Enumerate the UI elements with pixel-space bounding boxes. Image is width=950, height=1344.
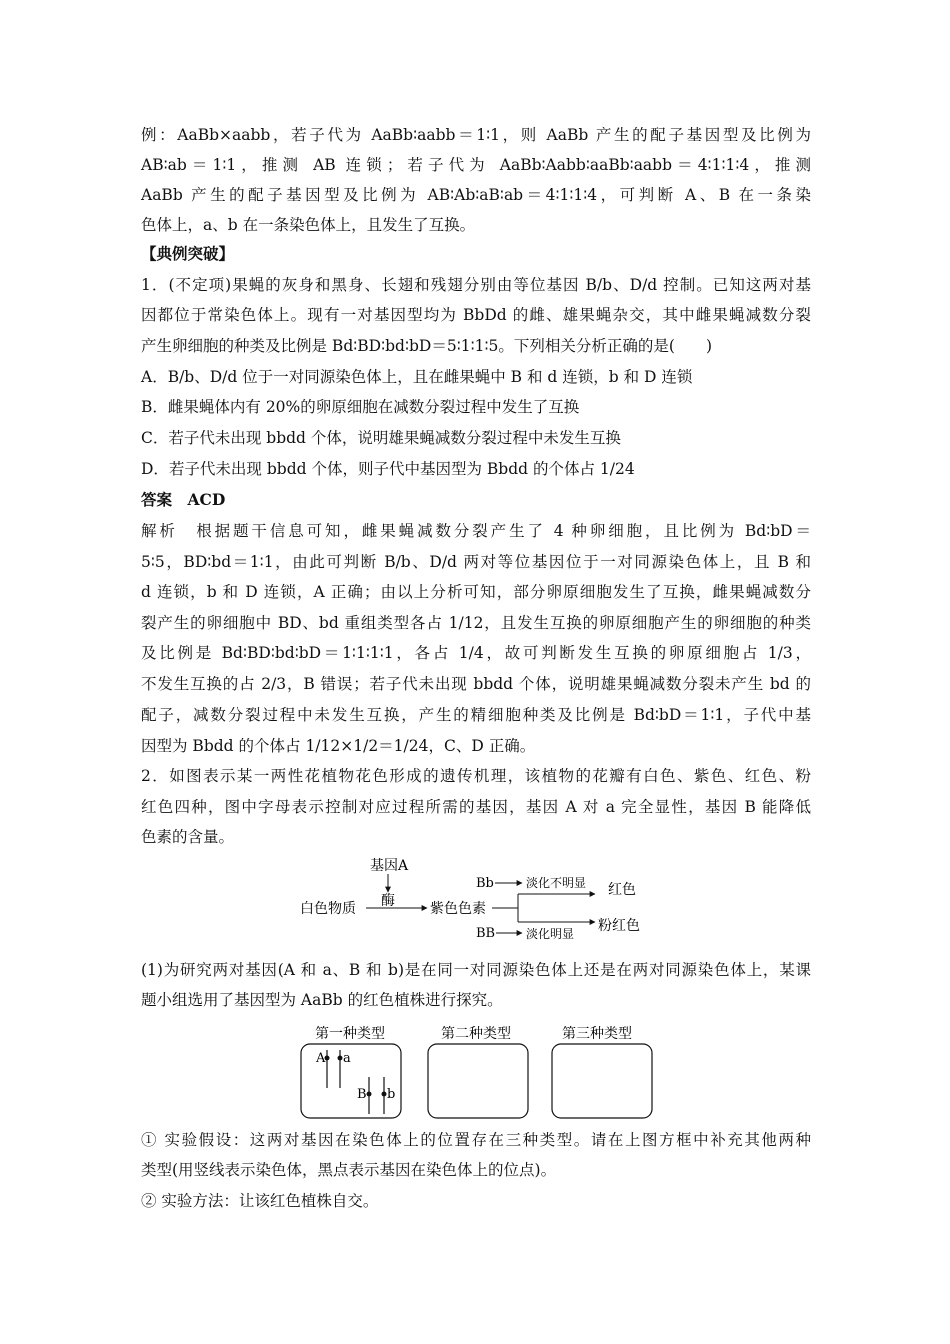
question-text: 产生卵细胞的种类及比例是 Bd∶BD∶bd∶bD＝5∶1∶1∶5。下列相关分析正确的是( ) [141, 337, 712, 355]
analysis-text: 因型为 Bbdd 的个体占 1/12×1/2＝1/24，C、D 正确。 [141, 737, 536, 755]
question-text: 题小组选用了基因型为 AaBb 的红色植株进行探究。 [141, 991, 503, 1009]
pink-label: 粉红色 [598, 918, 640, 934]
option-d: D．若子代未出现 bbdd 个体，则子代中基因型为 Bbdd 的个体占 1/24 [141, 460, 635, 478]
section-heading: 【典例突破】 [141, 244, 235, 263]
gene-locus-dot [367, 1092, 372, 1097]
enzyme-label: 酶 [381, 893, 395, 909]
gene-locus-dot [338, 1056, 343, 1061]
bb-hetero-label: Bb [476, 876, 494, 891]
analysis-text: 解析 根据题干信息可知，雌果蝇减数分裂产生了 4 种卵细胞，且比例为 Bd∶bD＝ [141, 522, 811, 540]
text-line: AaBb 产生的配子基因型及比例为 AB∶Ab∶aB∶ab＝4∶1∶1∶4，可判断 A、B 在一条染 [141, 186, 811, 204]
question-text: 红色四种，图中字母表示控制对应过程所需的基因，基因 A 对 a 完全显性，基因 B 能降低 [141, 798, 811, 816]
option-c: C．若子代未出现 bbdd 个体，说明雄果蝇减数分裂过程中未发生互换 [141, 429, 621, 447]
gene-B-label: B [357, 1087, 367, 1102]
text-line: AB∶ab＝1∶1，推测 AB 连锁；若子代为 AaBb∶Aabb∶aaBb∶aabb＝4∶1∶1∶4，推测 [141, 156, 811, 174]
weak-fade-label: 淡化不明显 [526, 876, 587, 890]
question-text: (1)为研究两对基因(A 和 a、B 和 b)是在同一对同源染色体上还是在两对同源染色体上，某课 [141, 961, 811, 979]
type-3-title: 第三种类型 [562, 1026, 632, 1042]
step-text: ① 实验假设：这两对基因在染色体上的位置存在三种类型。请在上图方框中补充其他两种 [141, 1131, 811, 1149]
question-text: 2．如图表示某一两性花植物花色形成的遗传机理，该植物的花瓣有白色、紫色、红色、粉 [141, 767, 811, 785]
chromosome-types-figure [296, 1022, 660, 1122]
text-line: 例：AaBb×aabb，若子代为 AaBb∶aabb＝1∶1，则 AaBb 产生的配子基因型及比例为 [141, 126, 811, 144]
type-2-box[interactable] [428, 1044, 528, 1118]
analysis-text: d 连锁，b 和 D 连锁，A 正确；由以上分析可知，部分卵原细胞发生了互换，雌果蝇减数分 [141, 583, 811, 601]
white-substance-label: 白色物质 [300, 901, 356, 917]
type-1-title: 第一种类型 [315, 1026, 385, 1042]
option-b: B．雌果蝇体内有 20%的卵原细胞在减数分裂过程中发生了互换 [141, 398, 580, 416]
option-a: A．B/b、D/d 位于一对同源染色体上，且在雌果蝇中 B 和 d 连锁，b 和 D 连锁 [141, 368, 693, 386]
gene-a-label: a [343, 1051, 351, 1066]
gene-a-label: 基因A [370, 858, 409, 874]
strong-fade-label: 淡化明显 [526, 927, 575, 941]
red-label: 红色 [608, 882, 636, 898]
gene-A-label: A [316, 1051, 326, 1066]
purple-pigment-label: 紫色色素 [430, 901, 486, 917]
analysis-text: 配子，减数分裂过程中未发生互换，产生的精细胞种类及比例是 Bd∶bD＝1∶1，子代中基 [141, 706, 811, 724]
type-3-box[interactable] [552, 1044, 652, 1118]
analysis-text: 不发生互换的占 2/3，B 错误；若子代未出现 bbdd 个体，说明雄果蝇减数分裂未产生 bd 的 [141, 675, 811, 693]
type-2-title: 第二种类型 [441, 1026, 511, 1042]
bb-homo-label: BB [476, 926, 496, 941]
analysis-text: 及比例是 Bd∶BD∶bd∶bD＝1∶1∶1∶1，各占 1/4，故可判断发生互换的卵原细胞占 1/3， [141, 644, 811, 662]
analysis-text: 裂产生的卵细胞中 BD、bd 重组类型各占 1/12，且发生互换的卵原细胞产生的卵细胞的种类 [141, 614, 811, 632]
question-text: 1．(不定项)果蝇的灰身和黑身、长翅和残翅分别由等位基因 B/b、D/d 控制。已知这两对基 [141, 276, 811, 294]
flower-color-pathway-diagram [290, 852, 660, 947]
gene-b-label: b [387, 1087, 396, 1102]
gene-locus-dot [382, 1092, 387, 1097]
analysis-text: 5∶5，BD∶bd＝1∶1，由此可判断 B/b、D/d 两对等位基因位于一对同源染色体上，且 B 和 [141, 553, 811, 571]
text-line: 色体上，a、b 在一条染色体上，且发生了互换。 [141, 216, 476, 234]
answer-line: 答案 ACD [141, 490, 226, 509]
question-text: 因都位于常染色体上。现有一对基因型均为 BbDd 的雌、雄果蝇杂交，其中雌果蝇减数分裂 [141, 306, 811, 324]
step-text: 类型(用竖线表示染色体，黑点表示基因在染色体上的位点)。 [141, 1161, 557, 1179]
question-text: 色素的含量。 [141, 828, 235, 846]
step-text: ② 实验方法：让该红色植株自交。 [141, 1192, 379, 1210]
